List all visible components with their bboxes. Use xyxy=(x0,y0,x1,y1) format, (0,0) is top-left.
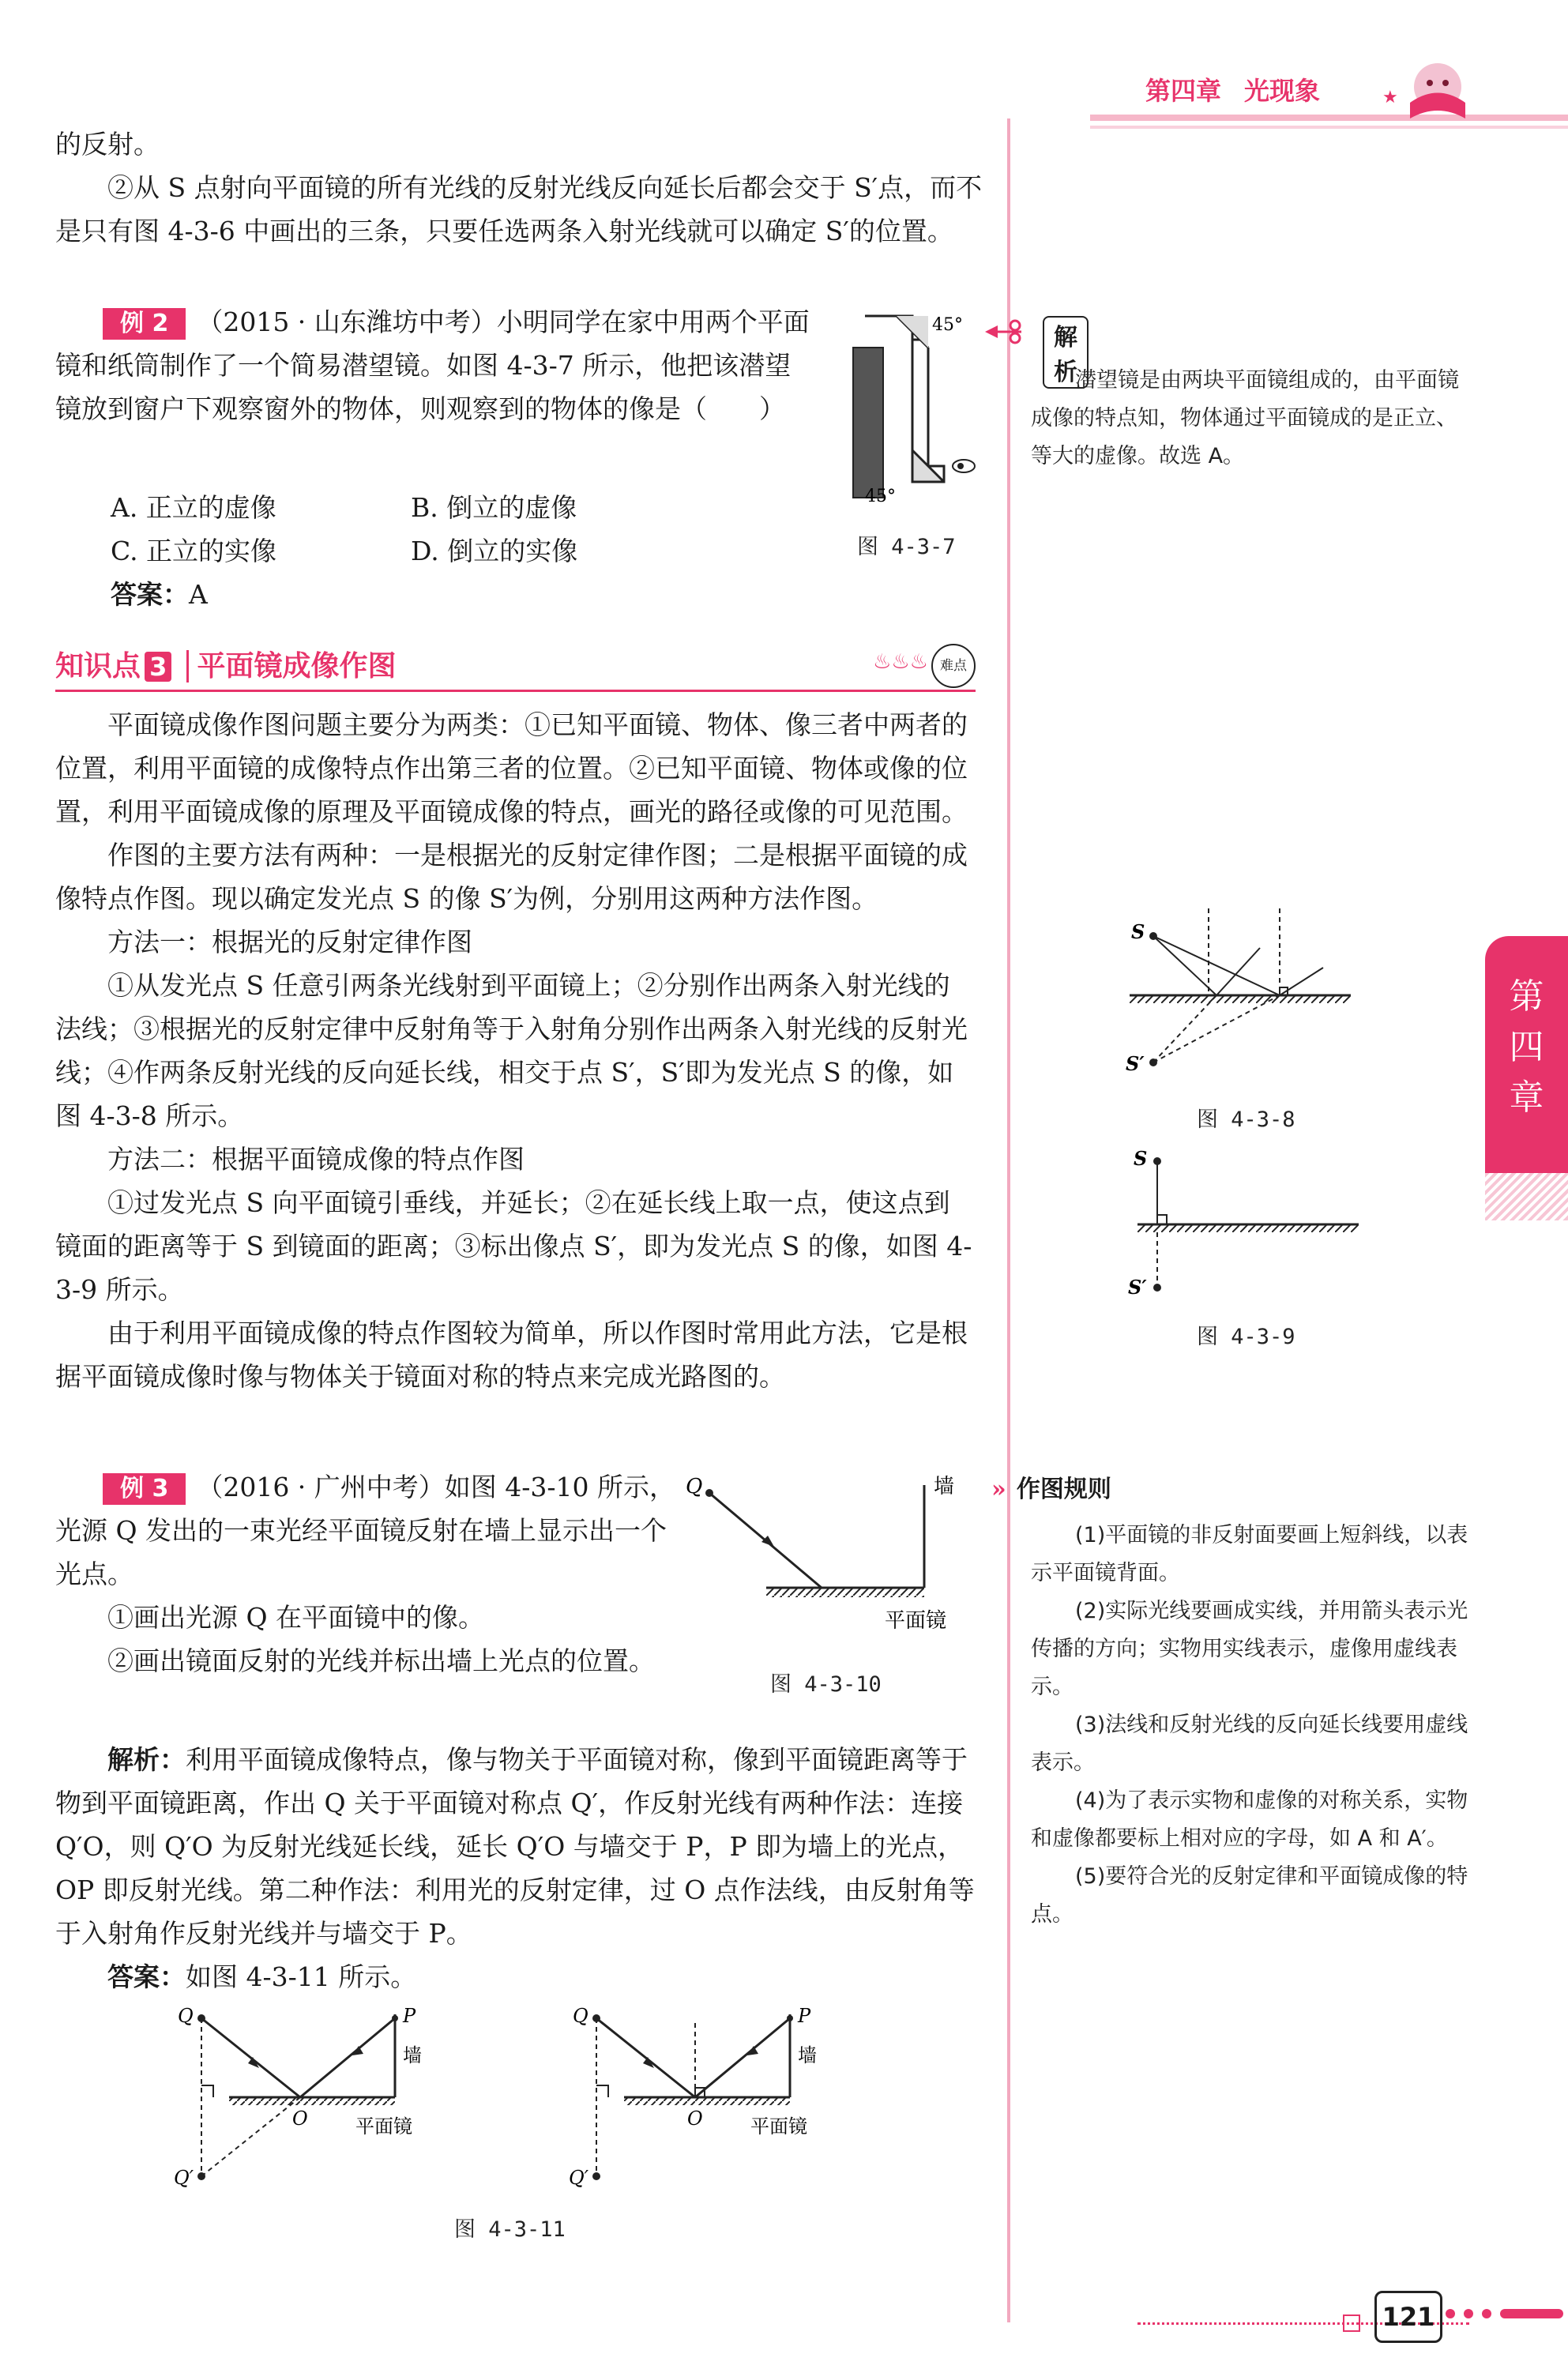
analysis-title: 解析 xyxy=(1043,316,1089,389)
book-mascot-icon xyxy=(1367,59,1493,122)
column-divider xyxy=(1007,118,1010,2322)
example2-options xyxy=(111,486,822,616)
option-a: A. 正立的虚像 xyxy=(111,492,276,523)
method2-text: ①过发光点 S 向平面镜引垂线，并延长；②在延长线上取一点，使这点到镜面的距离等于 S 到镜面的距离；③标出像点 S′，即为发光点 S 的像，如图 4-3-9 所示。 xyxy=(55,1187,972,1305)
svg-text:P: P xyxy=(403,2005,416,2027)
angle-bottom-label: 45° xyxy=(865,487,896,506)
chapter-label: 第四章 xyxy=(1145,76,1222,106)
body-para-2: 作图的主要方法有两种：一是根据光的反射定律作图；二是根据平面镜的成像特点作图。现以确定发光点 S 的像 S′为例，分别用这两种方法作图。 xyxy=(55,840,968,914)
svg-text:S′: S′ xyxy=(1128,1276,1147,1299)
figure-4-3-7-caption: 图 4-3-7 xyxy=(857,535,956,559)
svg-text:Q: Q xyxy=(178,2005,194,2027)
example3-q1: ①画出光源 Q 在平面镜中的像。 xyxy=(107,1602,485,1633)
figure-4-3-11-caption: 图 4-3-11 xyxy=(454,2217,566,2242)
label-wall: 墙 xyxy=(934,1475,955,1498)
double-arrow-icon: » xyxy=(991,1476,1006,1503)
figure-4-3-11 xyxy=(166,1999,893,2204)
analysis-label: 解析： xyxy=(107,1744,186,1775)
figure-4-3-7 xyxy=(837,308,987,506)
svg-text:★: ★ xyxy=(1382,88,1398,107)
intro-line: 的反射。 xyxy=(55,129,160,160)
side-tab-char-2: 四 xyxy=(1509,1027,1544,1067)
difficulty-badge: 难点 xyxy=(931,644,976,688)
svg-text:Q′: Q′ xyxy=(174,2167,194,2189)
sidebar-analysis-header xyxy=(983,316,1077,386)
svg-text:O: O xyxy=(292,2108,308,2130)
rules-list xyxy=(1031,1517,1473,1934)
example2-text: （2015 · 山东潍坊中考）小明同学在家中用两个平面镜和纸筒制作了一个简易潜望镜。如图 4-3-7 所示，他把该潜望镜放到窗户下观察窗外的物体，则观察到的物体的像是（ ） xyxy=(55,306,810,424)
example3-q2: ②画出镜面反射的光线并标出墙上光点的位置。 xyxy=(107,1645,655,1676)
side-tab-stripes xyxy=(1485,1173,1568,1220)
figure-4-3-10 xyxy=(679,1469,980,1651)
figure-4-3-10-caption: 图 4-3-10 xyxy=(770,1672,882,1697)
svg-text:墙: 墙 xyxy=(403,2044,422,2066)
label-Q: Q xyxy=(686,1475,703,1498)
rule-3: (3)法线和反射光线的反向延长线要用虚线表示。 xyxy=(1031,1713,1468,1775)
page-header xyxy=(1090,67,1568,122)
svg-text:平面镜: 平面镜 xyxy=(355,2115,412,2138)
svg-text:O: O xyxy=(687,2108,703,2130)
rule-1: (1)平面镜的非反射面要画上短斜线，以表示平面镜背面。 xyxy=(1031,1523,1468,1585)
header-pink-band xyxy=(1090,115,1568,121)
label-mirror: 平面镜 xyxy=(885,1609,947,1633)
example3-answer: 如图 4-3-11 所示。 xyxy=(186,1961,417,1992)
option-c: C. 正立的实像 xyxy=(111,536,277,566)
side-tab-char-3: 章 xyxy=(1509,1077,1544,1118)
main-body xyxy=(55,703,976,1398)
section-prefix: 知识点 xyxy=(55,650,141,682)
svg-text:S: S xyxy=(1131,920,1145,943)
footer-box-icon xyxy=(1343,2314,1360,2332)
example3-text: （2016 · 广州中考）如图 4-3-10 所示，光源 Q 发出的一束光经平面镜反射在墙上显示出一个光点。 xyxy=(55,1472,676,1589)
svg-text:Q′: Q′ xyxy=(569,2167,589,2189)
page-number: 121 xyxy=(1374,2291,1442,2343)
option-b: B. 倒立的虚像 xyxy=(411,492,577,523)
scissors-icon xyxy=(983,316,1031,348)
footer-dots xyxy=(1446,2307,1568,2322)
method1-title: 方法一：根据光的反射定律作图 xyxy=(107,927,472,957)
section-underline xyxy=(55,690,976,692)
intro-paragraph: ②从 S 点射向平面镜的所有光线的反射光线反向延长后都会交于 S′点，而不是只有图 4-3-6 中画出的三条，只要任选两条入射光线就可以确定 S′的位置。 xyxy=(55,172,983,246)
rules-title: 作图规则 xyxy=(1016,1476,1111,1503)
fig11-left xyxy=(174,2005,422,2189)
svg-text:Q: Q xyxy=(573,2005,588,2027)
header-pink-band-2 xyxy=(1090,126,1568,129)
example2-block xyxy=(55,300,814,431)
side-tab-char-1: 第 xyxy=(1509,976,1544,1017)
chapter-side-tab xyxy=(1485,936,1568,1173)
rule-4: (4)为了表示实物和虚像的对称关系，实物和虚像都要标上相对应的字母，如 A 和 A′。 xyxy=(1031,1788,1468,1851)
figure-4-3-8-caption: 图 4-3-8 xyxy=(1197,1107,1295,1132)
fig11-right xyxy=(569,2005,817,2189)
figure-4-3-9 xyxy=(1122,1137,1374,1303)
analysis-text: 潜望镜是由两块平面镜组成的，由平面镜成像的特点知，物体通过平面镜成的是正立、等大的虚像。故选 A。 xyxy=(1031,368,1459,468)
rule-2: (2)实际光线要画成实线，并用箭头表示光传播的方向；实物用实线表示，虚像用虚线表示。 xyxy=(1031,1599,1468,1699)
eye-icon xyxy=(953,460,975,472)
example2-answer: A xyxy=(189,579,208,610)
svg-text:P: P xyxy=(798,2005,811,2027)
svg-text:S′: S′ xyxy=(1126,1052,1145,1075)
example3-answer-label: 答案： xyxy=(107,1961,186,1992)
example3-block xyxy=(55,1465,687,1683)
svg-text:平面镜: 平面镜 xyxy=(750,2115,807,2138)
body-para-1: 平面镜成像作图问题主要分为两类：①已知平面镜、物体、像三者中两者的位置，利用平面镜的成像特点作出第三者的位置。②已知平面镜、物体或像的位置，利用平面镜成像的原理及平面镜成像的特点，画光的路径或像的可见范围。 xyxy=(55,709,968,827)
example2-answer-label: 答案： xyxy=(111,579,189,610)
section-number: 3 xyxy=(145,652,171,682)
figure-4-3-8 xyxy=(1122,901,1374,1090)
rules-header xyxy=(991,1469,1111,1504)
flame-icon: ♨♨♨ xyxy=(873,650,928,674)
svg-text:S: S xyxy=(1134,1147,1148,1170)
body-para-3: 由于利用平面镜成像的特点作图较为简单，所以作图时常用此方法，它是根据平面镜成像时像与物体关于镜面对称的特点来完成光路图的。 xyxy=(55,1318,968,1392)
figure-4-3-9-caption: 图 4-3-9 xyxy=(1197,1325,1295,1349)
rule-5: (5)要符合光的反射定律和平面镜成像的特点。 xyxy=(1031,1864,1468,1927)
method2-title: 方法二：根据平面镜成像的特点作图 xyxy=(107,1144,525,1175)
section-title: 平面镜成像作图 xyxy=(186,650,396,682)
example3-analysis xyxy=(55,1738,976,1999)
option-d: D. 倒立的实像 xyxy=(411,536,578,566)
intro-block xyxy=(55,122,983,253)
method1-text: ①从发光点 S 任意引两条光线射到平面镜上；②分别作出两条入射光线的法线；③根据光的反射定律中反射角等于入射角分别作出两条入射光线的反射光线；④作两条反射光线的反向延长线，相交于点 S′，S′即为发光点 S 的像，如图 4-3-8 所示。 xyxy=(55,970,968,1131)
svg-text:墙: 墙 xyxy=(798,2044,817,2066)
angle-top-label: 45° xyxy=(932,315,963,335)
chapter-title: 光现象 xyxy=(1244,76,1321,106)
section-heading xyxy=(55,644,976,691)
analysis-text-main: 利用平面镜成像特点，像与物关于平面镜对称，像到平面镜距离等于物到平面镜距离，作出 Q 关于平面镜对称点 Q′，作反射光线有两种作法：连接 Q′O，则 Q′O 为反射光线延长线，延长 Q′O 与墙交于 P，P 即为墙上的光点，OP 即反射光线。第二种作法：利用光的反射定律，过 O 点作法线，由反射角等于入射角作反射光线并与墙交于 P。 xyxy=(55,1744,975,1949)
example3-tag: 例 3 xyxy=(103,1473,186,1505)
example2-tag: 例 2 xyxy=(103,308,186,340)
